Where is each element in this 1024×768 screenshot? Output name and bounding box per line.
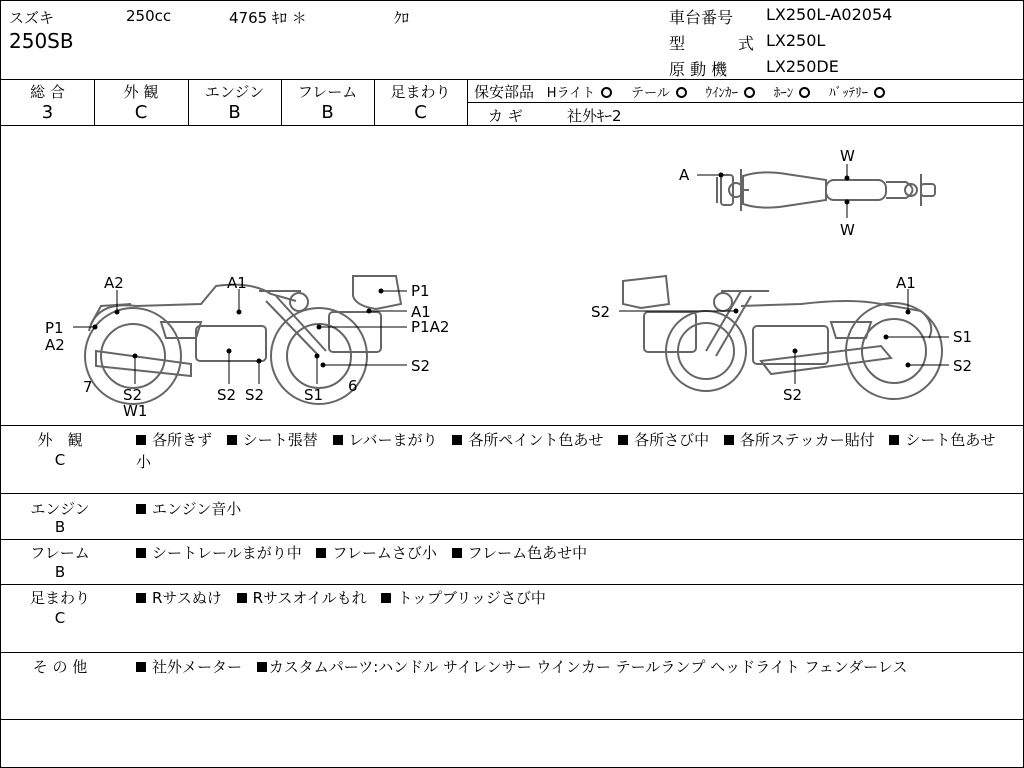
engine-value: LX250DE xyxy=(766,57,839,76)
label-p1-left: P1 xyxy=(45,319,64,337)
bullet-square-icon xyxy=(227,435,237,445)
bullet-square-icon xyxy=(333,435,343,445)
grade-value-frame: B xyxy=(321,102,334,123)
label-s1-right-r: S1 xyxy=(953,328,973,346)
remark-items-suspension: Rサスぬけ Rサスオイルもれ トップブリッジさび中 xyxy=(136,587,1016,609)
label-s2-right: S2 xyxy=(411,357,431,375)
bullet-square-icon xyxy=(381,593,391,603)
remark-label-other: そ の 他 xyxy=(32,658,88,676)
motorcycle-diagram xyxy=(1,126,1023,425)
grade-header-engine: エンジン xyxy=(204,83,265,101)
grade-value-overall: 3 xyxy=(41,102,54,123)
ok-circle-icon xyxy=(744,87,755,98)
bullet-square-icon xyxy=(452,548,462,558)
mileage: 4765 ｷﾛ ＊ xyxy=(229,9,307,27)
safety-item-headlight: Hライト xyxy=(547,83,612,101)
safety-item-battery: ﾊﾞｯﾃﾘｰ xyxy=(829,83,885,101)
bullet-square-icon xyxy=(136,504,146,514)
remark-items-exterior: 各所きず シート張替 レバーまがり 各所ペイント色あせ 各所さび中 各所ステッカー貼付 シート色あせ小 xyxy=(136,431,996,471)
safety-item-winker: ｳｲﾝｶｰ xyxy=(706,83,756,101)
grade-header-frame: フレーム xyxy=(297,83,358,101)
remark-label-engine: エンジン xyxy=(30,500,90,518)
bullet-square-icon xyxy=(136,548,146,558)
grade-value-suspension: C xyxy=(414,102,427,123)
label-7: 7 xyxy=(83,378,93,396)
safety-parts xyxy=(474,81,885,102)
engine-label: 原 動 機 xyxy=(669,60,728,79)
label-w1-left: W1 xyxy=(123,402,148,420)
remark-items-frame: シートレールまがり中 フレームさび小 フレーム色あせ中 xyxy=(136,542,1016,564)
grade-header-suspension: 足まわり xyxy=(390,83,451,101)
bullet-square-icon xyxy=(257,662,267,672)
ok-circle-icon xyxy=(601,87,612,98)
key-label: カ ギ xyxy=(488,107,523,125)
safety-item-horn: ﾎｰﾝ xyxy=(774,83,811,101)
model-name: 250SB xyxy=(9,29,74,53)
key-value: 社外ｷｰ2 xyxy=(567,107,622,125)
label-w-top: W xyxy=(840,147,855,165)
bullet-square-icon xyxy=(618,435,628,445)
maker: スズキ xyxy=(9,9,55,27)
type-value: LX250L xyxy=(766,31,826,50)
top-view-bike-icon xyxy=(717,169,935,211)
label-6: 6 xyxy=(348,377,358,395)
label-a2-left: A2 xyxy=(45,336,65,354)
ok-circle-icon xyxy=(676,87,687,98)
remark-grade-frame: B xyxy=(54,563,66,581)
label-w-bottom: W xyxy=(840,221,855,239)
remark-label-exterior: 外 観 xyxy=(37,431,83,449)
frame-label: 車台番号 xyxy=(669,8,734,27)
label-a2-top: A2 xyxy=(104,274,124,292)
bullet-square-icon xyxy=(237,593,247,603)
label-s2-right-r: S2 xyxy=(953,357,973,375)
remark-items-engine: エンジン音小 xyxy=(136,498,1016,520)
label-a1-top: A1 xyxy=(227,274,247,292)
remark-label-suspension: 足まわり xyxy=(29,589,90,607)
label-a: A xyxy=(679,166,690,184)
label-s1-bottom: S1 xyxy=(304,386,324,404)
remark-label-frame: フレーム xyxy=(30,544,90,562)
label-s2-mid2: S2 xyxy=(245,386,265,404)
label-s2-left: S2 xyxy=(123,386,143,404)
color: ｸﾛ xyxy=(394,9,410,27)
grade-value-exterior: C xyxy=(134,102,148,123)
grade-header-overall: 総 合 xyxy=(30,83,65,101)
bullet-square-icon xyxy=(316,548,326,558)
label-p1-top: P1 xyxy=(411,282,430,300)
remark-items-other: 社外メーター カスタムパーツ:ハンドル サイレンサー ウインカー テールランプ ヘッドライト フェンダーレス xyxy=(136,656,1016,678)
label-a1-top-r: A1 xyxy=(896,274,916,292)
displacement: 250cc xyxy=(126,7,172,25)
bullet-square-icon xyxy=(889,435,899,445)
type-label-a: 型 xyxy=(669,34,686,53)
bullet-square-icon xyxy=(136,593,146,603)
type-label-b: 式 xyxy=(738,34,755,53)
grade-value-engine: B xyxy=(228,102,241,123)
label-s2-left-r: S2 xyxy=(591,303,611,321)
remark-grade-engine: B xyxy=(54,518,66,536)
label-s2-mid: S2 xyxy=(217,386,237,404)
frame-number: LX250L-A02054 xyxy=(766,5,893,24)
bullet-square-icon xyxy=(136,435,146,445)
label-p1a2-right: P1A2 xyxy=(411,318,450,336)
bullet-square-icon xyxy=(136,662,146,672)
remark-grade-suspension: C xyxy=(54,609,66,627)
safety-label: 保安部品 xyxy=(474,83,535,101)
label-s2-bottom-r: S2 xyxy=(783,386,803,404)
bullet-square-icon xyxy=(724,435,734,445)
bullet-square-icon xyxy=(452,435,462,445)
ok-circle-icon xyxy=(874,87,885,98)
ok-circle-icon xyxy=(799,87,810,98)
grade-header-exterior: 外 観 xyxy=(123,83,159,101)
label-a1-right: A1 xyxy=(411,303,431,321)
safety-item-tail: テール xyxy=(631,83,687,101)
remark-grade-exterior: C xyxy=(54,451,66,469)
